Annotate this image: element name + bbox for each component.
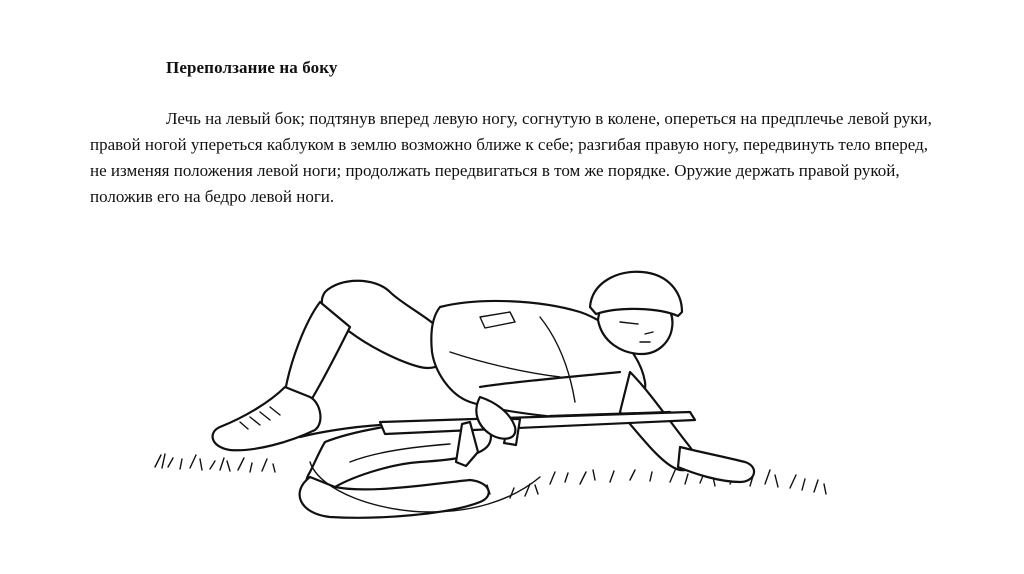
left-shin bbox=[300, 477, 489, 518]
left-hand bbox=[678, 447, 754, 482]
instruction-paragraph: Лечь на левый бок; подтянув вперед левую ногу, согнутую в колене, опереться на предплечье левой руки, правой ногой упереться каблуком в землю возможно ближе к себе; разгибая правую ногу, передвинуть тело вперед, не изменяя положения левой ноги; продолжать передвигаться в том же порядке. Оружие держать правой рукой, положив его на бедро левой ноги. bbox=[90, 109, 932, 206]
soldier-crawling-illustration bbox=[150, 262, 840, 530]
right-boot bbox=[213, 387, 321, 450]
section-heading: Переползание на боку bbox=[166, 58, 338, 77]
